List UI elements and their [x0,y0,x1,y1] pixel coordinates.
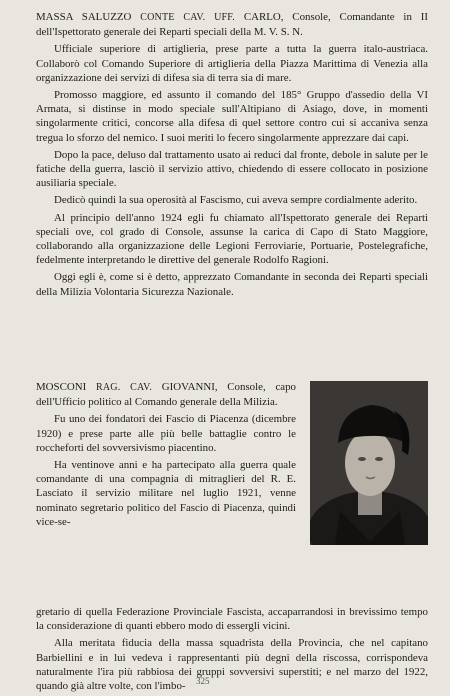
paragraph: Alla meritata fiducia della massa squadrista della Provincia, che nel capitano Barbiellini e in lui vedeva i rappresentanti più degni della riscossa, corrispondeva naturalmente l'ira più rabbiosa dei gruppi sovversivi superstiti; e nel marzo del 1922, quando già altre volte, con l'imbo- [36,637,428,693]
paragraph: Ha ventinove anni e ha partecipato alla guerra quale comandante di una compagnia di mitraglieri del R. E. Lasciato il servizio militare nel luglio 1921, venne nominato segretario politico del Fascio di Piacenza, quindi vice-se- [36,459,296,528]
text-beside-photo [36,380,296,529]
heading-rest: , Console, Comandante in II dell'Ispettorato generale dei Reparti speciali della M. V. S. N. [36,11,428,39]
paragraph: Promosso maggiore, ed assunto il comando del 185° Gruppo d'assedio della VI Armata, si distinse in modo speciale sull'Altipiano di Asiago, dove, in momenti singolarmente critici, concorse alla difesa di quel settore contro cui si accaniva senza tregua lo sforzo del nemico. I suoi meriti lo fecero singolarmente apprezzare dai capi. [36,89,428,144]
portrait-photo [310,381,428,545]
given-name: GIOVANNI [161,381,215,393]
portrait-image [310,381,428,545]
paragraph: Fu uno dei fondatori dei Fascio di Piacenza (dicembre 1920) e prese parte alle più belle battaglie contro le roccheforti del sovversivismo piacentino. [36,413,296,454]
rank-title: CONTE CAV. UFF. [140,12,235,23]
paragraph: Dopo la pace, deluso dal trattamento usato ai reduci dal fronte, debole in salute per le fatiche della guerra, lasciò il servizio attivo, chiedendo di essere collocato in posizione ausiliaria speciale. [36,148,428,190]
heading-rest: , Console, capo dell'Ufficio politico al Comando generale della Milizia. [36,381,296,409]
biography-mosconi-continued [36,605,428,696]
surname: MOSCONI [36,381,87,393]
surname: MASSA SALUZZO [36,11,132,23]
given-name: CARLO [243,11,281,23]
paragraph: Oggi egli è, come si è detto, apprezzato Comandante in seconda dei Reparti speciali della Milizia Volontaria Sicurezza Nazionale. [36,271,428,298]
paragraph: Al principio dell'anno 1924 egli fu chiamato all'Ispettorato generale dei Reparti speciali ove, col grado di Console, assunse la carica di Capo di Stato Maggiore, collaborando alla organizzazione delle Legioni Ferroviarie, Portuarie, Postelegrafiche, fedelmente interpretando le direttive del generale Rodolfo Ragioni. [36,211,428,267]
rank-title: RAG. CAV. [95,382,153,393]
biography-heading [36,10,428,39]
paragraph: Dedicò quindi la sua operosità al Fascismo, cui aveva sempre cordialmente aderito. [54,194,418,207]
page-number: 325 [196,676,210,686]
paragraph: Ufficiale superiore di artiglieria, prese parte a tutta la guerra italo-austriaca. Collaborò col Comando Superiore di artiglieria della Piazza Marittima di Venezia alla organizzazione dei servizi di difesa sia di terra sia di mare. [36,43,428,84]
biography-heading [36,380,296,409]
paragraph: gretario di quella Federazione Provinciale Fascista, accaparrandosi in brevissimo tempo la considerazione di quanti ebbero modo di essergli vicini. [36,606,428,633]
biography-massa-saluzzo [36,10,428,302]
